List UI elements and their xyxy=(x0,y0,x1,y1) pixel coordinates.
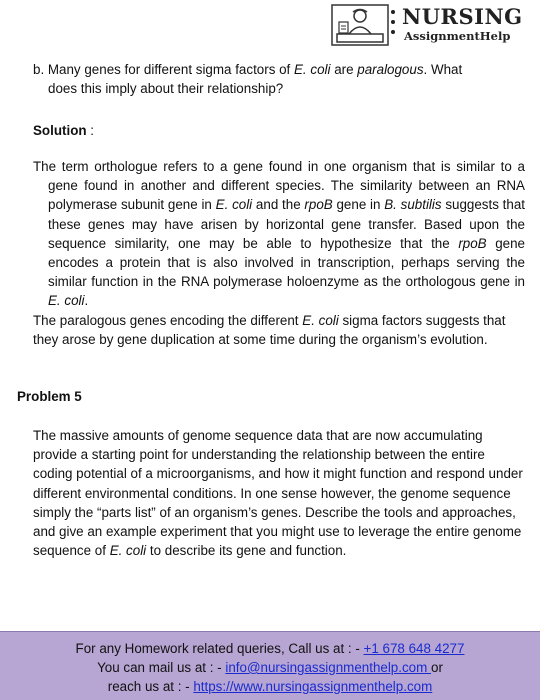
solution-paragraph-2: The paralogous genes encoding the different E. coli sigma factors suggests that they arose by gene duplication at some time during the organism’s evolution. xyxy=(33,313,506,348)
brand-logo xyxy=(331,4,536,46)
problem-heading: Problem 5 xyxy=(17,389,82,404)
nurse-desk-icon xyxy=(331,4,389,46)
question-b-line2: does this imply about their relationship? xyxy=(48,81,284,96)
email-link[interactable]: info@nursingassignmenthelp.com xyxy=(225,660,431,675)
footer-web-line: reach us at : - https://www.nursingassignmenthelp.com xyxy=(107,679,433,694)
problem-text: The massive amounts of genome sequence data that are now accumulating provide a starting point for understanding the relationship between the entire coding potential of a microorganisms, and how it might function and respond under different environmental conditions. In one sense however, the genome sequence simply the “parts list” of an organism’s genes. Describe the tools and approaches, and give an example experiment that you might use to leverage the entire genome sequence of E. coli to describe its gene and function. xyxy=(33,428,523,559)
contact-footer xyxy=(0,631,540,700)
website-link[interactable]: https://www.nursingassignmenthelp.com xyxy=(193,679,433,694)
solution-label: Solution : xyxy=(33,123,95,138)
logo-subtitle: AssignmentHelp xyxy=(404,29,511,43)
question-b: b. Many genes for different sigma factors of E. coli are paralogous. What xyxy=(33,62,463,77)
footer-mail-line: You can mail us at : - info@nursingassignmenthelp.com or xyxy=(97,660,443,675)
solution-paragraph-1: The term orthologue refers to a gene found in one organism that is similar to a gene found in another and different species. The similarity between an RNA polymerase subunit gene in E. coli and the rpoB gene in B. subtilis suggests that these genes may have arisen by horizontal gene transfer. Based upon the sequence similarity, one may be able to hypothesize that the rpoB gene encodes a protein that is also involved in transcription, perhaps serving the similar function in the RNA polymerase holoenzyme as the orthologous gene in E. coli. xyxy=(33,159,526,309)
footer-call-line: For any Homework related queries, Call us at : - +1 678 648 4277 xyxy=(75,641,465,656)
phone-link[interactable]: +1 678 648 4277 xyxy=(363,641,465,656)
logo-dots xyxy=(391,10,399,40)
logo-title: NURSING xyxy=(402,4,523,29)
